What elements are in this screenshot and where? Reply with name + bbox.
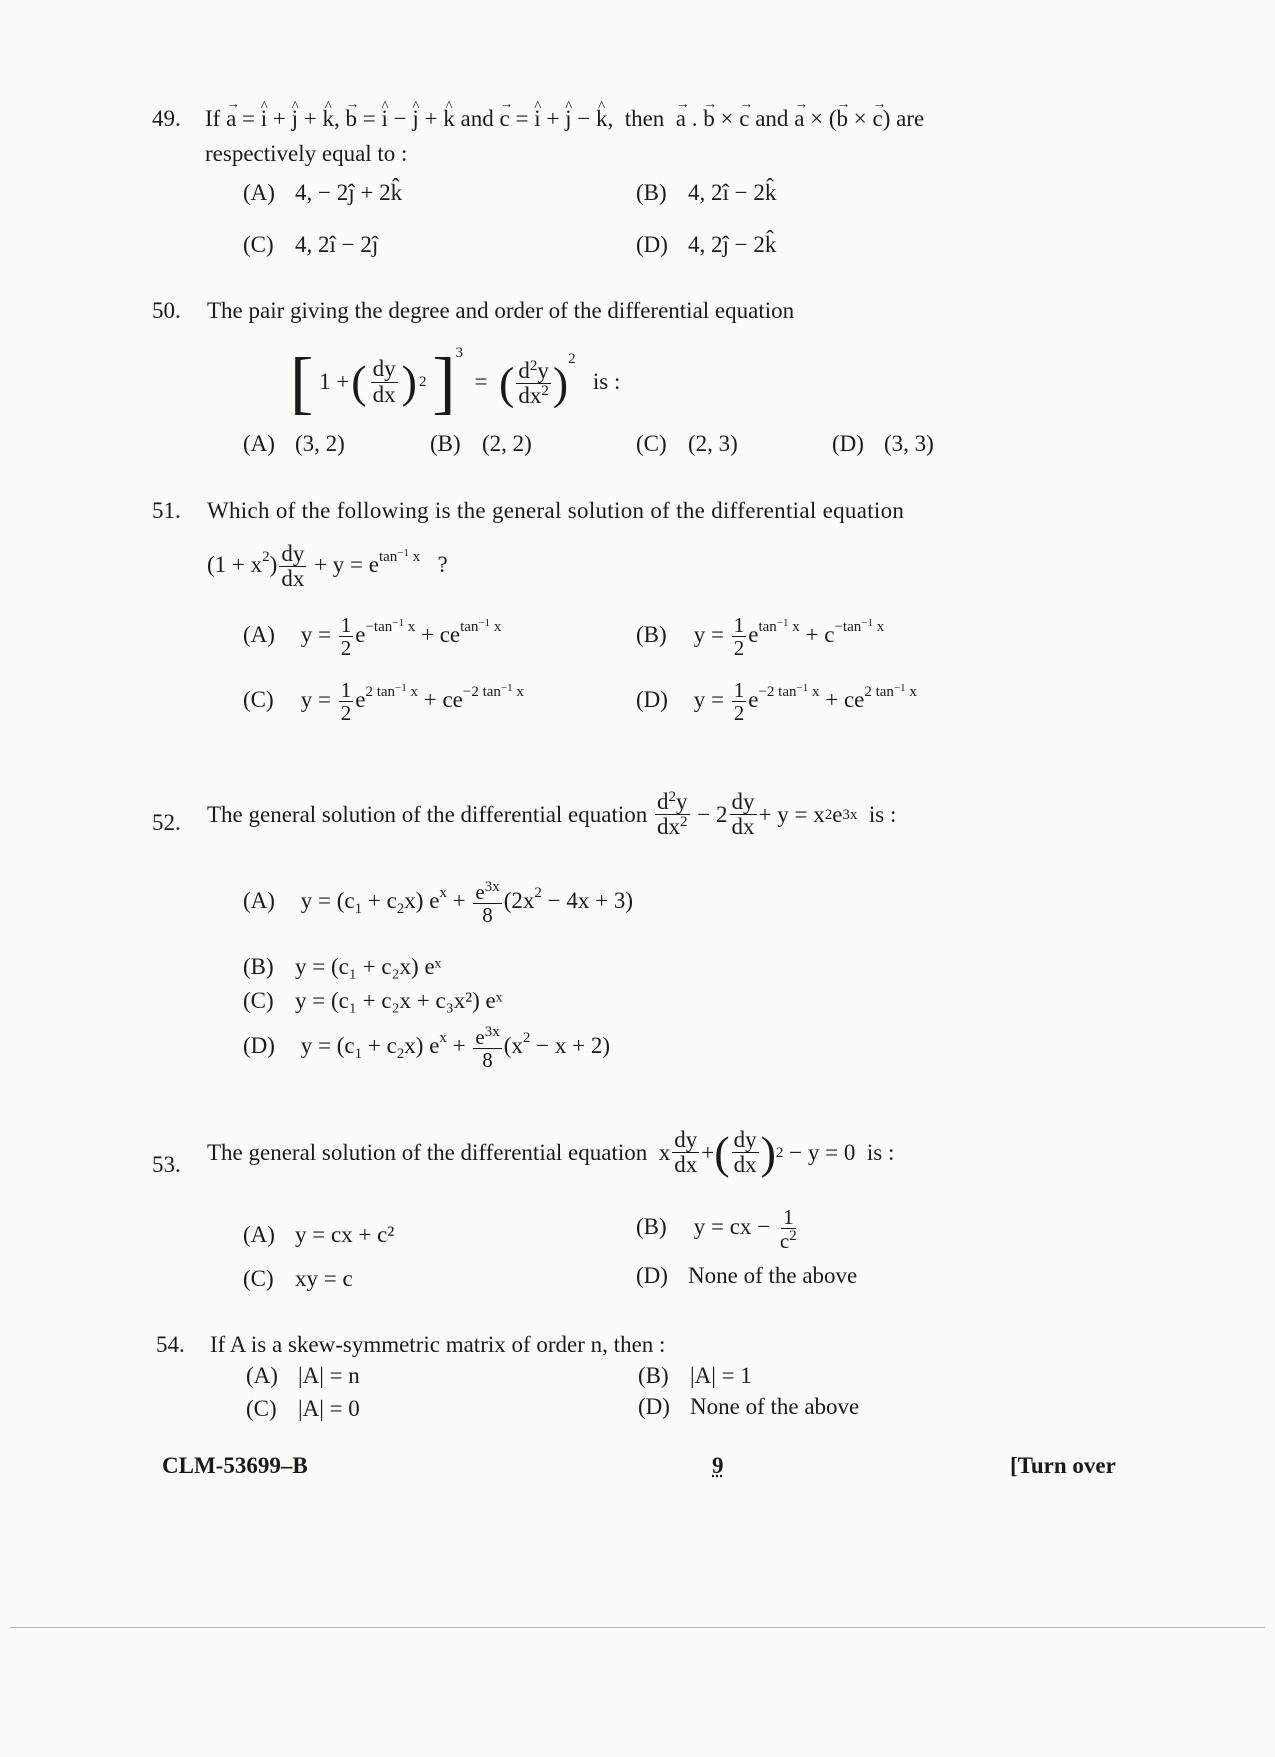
question-number: 52. bbox=[152, 810, 181, 835]
equation-51: $(1 + x^2)$ $\frac{dy}{dx}$ + $y = e^{tan^{-1} x}$ ? bbox=[207, 541, 448, 592]
question-text-line2: respectively equal to : bbox=[205, 141, 408, 166]
turn-over: [Turn over bbox=[1010, 1453, 1116, 1478]
option-50-a[interactable]: (A) (3, 2) bbox=[243, 431, 345, 456]
question-number: 54. bbox=[156, 1332, 185, 1357]
option-51-d[interactable]: (D) y = $\frac{1}{2}$ $e^{-2 tan^{-1} x} + ce^{2 tan^{-1} x}$ bbox=[636, 678, 917, 726]
option-52-d[interactable]: (D) $y = (c_1 + c_2x) e^x$ + $\frac{e^{3x}}{8}$ $(x^2 - x + 2)$ bbox=[243, 1024, 610, 1073]
option-54-b[interactable]: (B) |A| = 1 bbox=[638, 1363, 752, 1388]
option-54-d[interactable]: (D) None of the above bbox=[638, 1394, 860, 1419]
equation-50: [ 1 + ( $\frac{dy}{dx}$ ) 2 ]$^3$ = ( $\frac{d^2y}{dx^2}$ )$^2$ is : bbox=[290, 344, 621, 422]
option-49-c[interactable]: (C) 4, 2î − 2ĵ bbox=[243, 232, 379, 257]
question-text: The general solution of the differential equation $\frac{d^2y}{dx^2}$ − 2 $\frac{dy}{dx}$ + y = x 2 e 3x is : bbox=[207, 789, 897, 840]
option-52-c[interactable]: (C) y = (c₁ + c₂x + c₃x²) eˣ bbox=[243, 988, 503, 1013]
option-51-b[interactable]: (B) y = $\frac{1}{2}$ $e^{tan^{-1} x} + c^{-tan^{-1} x}$ bbox=[636, 613, 885, 661]
question-text: Which of the following is the general solution of the differential equation bbox=[207, 498, 905, 523]
question-number: 50. bbox=[152, 298, 181, 323]
question-text: The general solution of the differential equation x $\frac{dy}{dx}$ + ( $\frac{dy}{dx}$ ) 2 − y = 0 is : bbox=[207, 1126, 895, 1178]
option-52-a[interactable]: (A) $y = (c_1 + c_2x) e^x$ + $\frac{e^{3x}}{8}$ $(2x^2 - 4x + 3)$ bbox=[243, 879, 633, 928]
option-53-a[interactable]: (A) y = cx + c² bbox=[243, 1222, 395, 1247]
question-text: If A is a skew-symmetric matrix of order n, then : bbox=[210, 1332, 666, 1357]
option-49-a[interactable]: (A) 4, − 2ĵ + 2k̂ bbox=[243, 180, 403, 205]
option-50-d[interactable]: (D) (3, 3) bbox=[832, 431, 934, 456]
option-54-c[interactable]: (C) |A| = 0 bbox=[246, 1396, 360, 1421]
question-text: If → a = ^ i + ^ j + ^ k, → b = ^ i − ^ j + ^ k and → c = ^ i + ^ j − ^ k, then → a . → b × → c and → a × (→ b × → c) are bbox=[205, 104, 924, 134]
option-51-a[interactable]: (A) y = $\frac{1}{2}$ $e^{-tan^{-1} x} + ce^{tan^{-1} x}$ bbox=[243, 613, 502, 661]
question-number: 51. bbox=[152, 498, 181, 523]
question-number: 53. bbox=[152, 1152, 181, 1177]
question-text: The pair giving the degree and order of the differential equation bbox=[207, 298, 795, 323]
option-50-c[interactable]: (C) (2, 3) bbox=[636, 431, 738, 456]
option-49-d[interactable]: (D) 4, 2ĵ − 2k̂ bbox=[636, 232, 777, 257]
option-52-b[interactable]: (B) y = (c₁ + c₂x) eˣ bbox=[243, 954, 442, 979]
option-50-b[interactable]: (B) (2, 2) bbox=[430, 431, 532, 456]
option-51-c[interactable]: (C) y = $\frac{1}{2}$ $e^{2 tan^{-1} x} + ce^{-2 tan^{-1} x}$ bbox=[243, 678, 524, 726]
option-54-a[interactable]: (A) |A| = n bbox=[246, 1363, 360, 1388]
question-number: 49. bbox=[152, 106, 181, 131]
page-number: 9 bbox=[712, 1453, 724, 1478]
option-53-b[interactable]: (B) y = cx − $\frac{1}{c^2}$ bbox=[636, 1205, 797, 1254]
paper-code: CLM-53699–B bbox=[162, 1453, 308, 1478]
option-53-c[interactable]: (C) xy = c bbox=[243, 1266, 353, 1291]
bottom-rule bbox=[10, 1627, 1265, 1628]
option-49-b[interactable]: (B) 4, 2î − 2k̂ bbox=[636, 180, 777, 205]
option-53-d[interactable]: (D) None of the above bbox=[636, 1263, 858, 1288]
